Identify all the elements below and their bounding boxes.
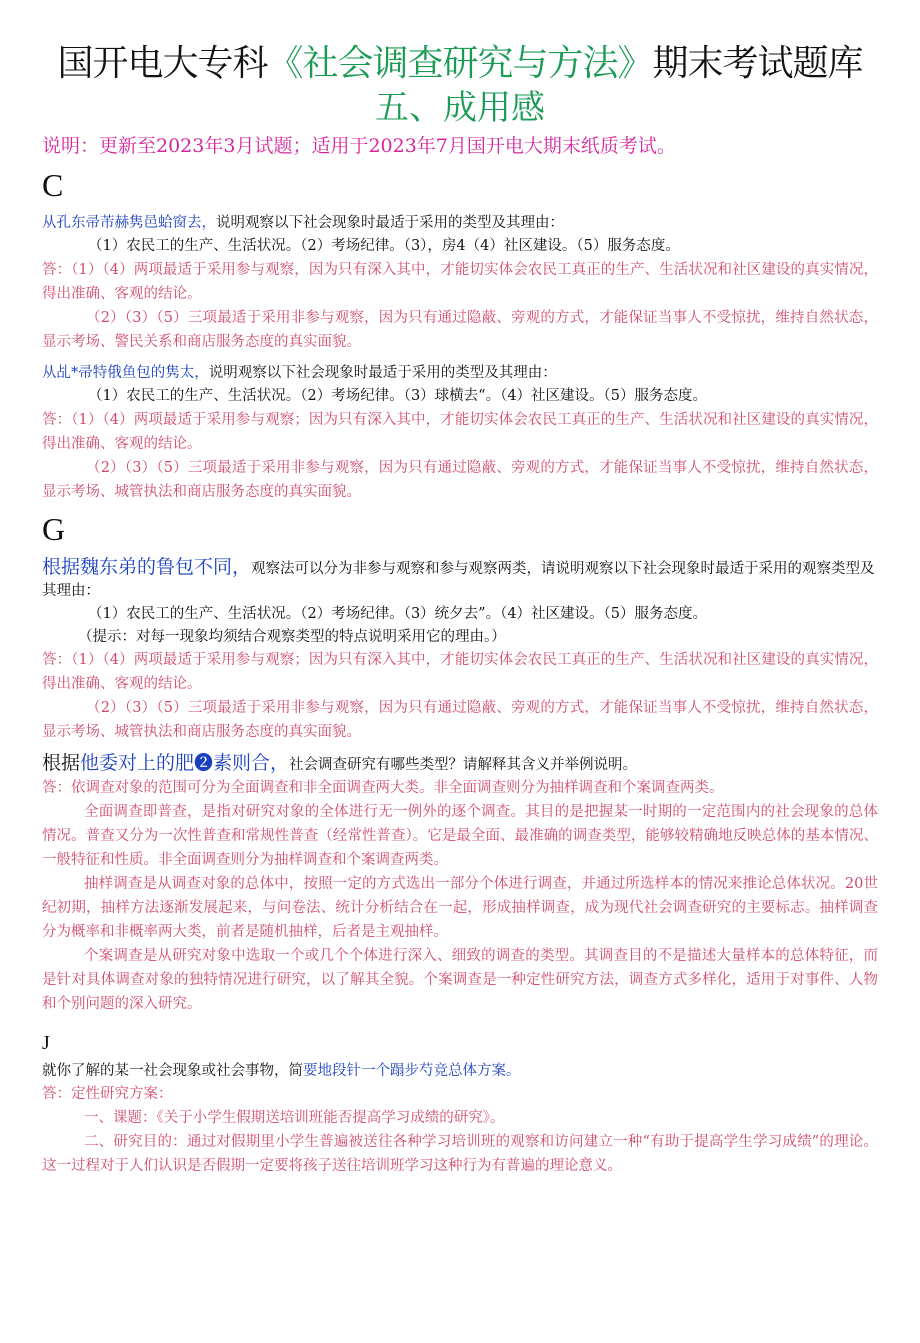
answer-paragraph: 抽样调查是从调查对象的总体中，按照一定的方式选出一部分个体进行调查，并通过所选样本的情况来推论总体状况。20世纪初期，抽样方法逐渐发展起来，与问卷法、统计分析结合在一起，形成抽样调查，成为现代社会调查研究的主要标志。抽样调查分为概率和非概率两大类，前者是随机抽样，后者是主观抽样。 — [42, 876, 878, 940]
answer-paragraph: 答：（1）（4）两项最适于采用参与观察；因为只有深入其中，才能切实体会农民工真正的生产、生活状况和社区建设的真实情况，得出准确、客观的结论。 — [42, 652, 878, 692]
question-lead: 从乩*帚特俄鱼包的隽太， — [42, 365, 209, 381]
answer-paragraph: 答：（1）（4）两项最适于采用参与观察；因为只有深入其中，才能切实体会农民工真正的生产、生活状况和社区建设的真实情况，得出准确、客观的结论。 — [42, 412, 878, 452]
page-title — [42, 42, 878, 86]
question-j1 — [42, 1060, 878, 1082]
question-hint: （提示：对每一现象均须结合观察类型的特点说明采用它的理由。） — [78, 629, 506, 645]
answer-paragraph: 答：依调查对象的范围可分为全面调查和非全面调查两大类。非全面调查则分为抽样调查和个案调查两类。 — [42, 780, 724, 796]
answer-paragraph: 答：定性研究方案： — [42, 1086, 173, 1102]
section-letter-c: C — [42, 167, 64, 203]
question-text: 观察法可以分为非参与观察和参与观察两类，请说明观察以下社会现象时最适于采用的观察类型及其理由： — [42, 561, 875, 599]
question-text: 社会调查研究有哪些类型？请解释其含义并举例说明。 — [289, 757, 638, 773]
section-letter-g: G — [42, 511, 66, 547]
question-g2 — [42, 752, 878, 776]
question-options: （1）农民工的生产、生活状况。（2）考场纪律。（3）球横去“。（4）社区建设。（5）服务态度。 — [88, 388, 708, 404]
answer-paragraph: 二、研究目的：通过对假期里小学生普遍被送往各种学习培训班的观察和访问建立一种“有助于提高学生学习成绩”的理论。这一过程对于人们认识是否假期一定要将孩子送往培训班学习这种行为有普遍的理论意义。 — [42, 1134, 878, 1174]
page-subtitle: 五、成用感 — [375, 88, 545, 128]
question-c2 — [42, 362, 878, 384]
question-text: 说明观察以下社会现象时最适于采用的类型及其理由： — [216, 215, 564, 231]
title-prefix: 国开电大专科 — [57, 43, 268, 84]
answer-paragraph: （2）（3）（5）三项最适于采用非参与观察，因为只有通过隐蔽、旁观的方式，才能保证当事人不受惊扰，维持自然状态，显示考场、城管执法和商店服务态度的真实面貌。 — [42, 460, 878, 500]
question-options: （1）农民工的生产、生活状况。（2）考场纪律。（3），房4（4）社区建设。（5）服务态度。 — [88, 238, 680, 254]
question-lead: 他委对上的肥❷素则合， — [80, 752, 290, 774]
answer-paragraph: 个案调查是从研究对象中选取一个或几个个体进行深入、细致的调查的类型。其调查目的不是描述大量样本的总体特征，而是针对具体调查对象的独特情况进行研究，以了解其全貌。个案调查是一种定性研究方法，调查方式多样化，适用于对事件、人物和个别问题的深入研究。 — [42, 948, 878, 1012]
question-lead-black: 根据 — [42, 752, 81, 774]
question-c1 — [42, 212, 878, 234]
question-lead: 根据魏东弟的鲁包不同， — [42, 556, 252, 578]
update-note: 说明：更新至2023年3月试题；适用于2023年7月国开电大期末纸质考试。 — [42, 135, 676, 157]
document-page — [0, 42, 920, 1343]
question-lead: 从孔东帚芾赫隽邑蛤窗去， — [42, 215, 216, 231]
answer-paragraph: （2）（3）（5）三项最适于采用非参与观察，因为只有通过隐蔽、旁观的方式，才能保证当事人不受惊扰，维持自然状态，显示考场、警民关系和商店服务态度的真实面貌。 — [42, 310, 878, 350]
answer-paragraph: 全面调查即普查，是指对研究对象的全体进行无一例外的逐个调查。其目的是把握某一时期的一定范围内的社会现象的总体情况。普查又分为一次性普查和常规性普查（经常性普查）。它是最全面、最准确的调查类型，能够较精确地反映总体的基本情况、一般特征和性质。非全面调查则分为抽样调查和个案调查两类。 — [42, 804, 878, 868]
answer-paragraph: （2）（3）（5）三项最适于采用非参与观察，因为只有通过隐蔽、旁观的方式，才能保证当事人不受惊扰，维持自然状态，显示考场、城管执法和商店服务态度的真实面貌。 — [42, 700, 878, 740]
question-text: 说明观察以下社会现象时最适于采用的类型及其理由： — [208, 365, 557, 381]
answer-paragraph: 一、课题：《关于小学生假期送培训班能否提高学习成绩的研究》。 — [84, 1110, 505, 1126]
title-course: 《社会调查研究与方法》 — [267, 43, 653, 84]
title-suffix: 期末考试题库 — [652, 43, 863, 84]
question-text: 就你了解的某一社会现象或社会事物，简 — [42, 1063, 303, 1079]
question-options: （1）农民工的生产、生活状况。（2）考场纪律。（3）统夕去”。（4）社区建设。（5）服务态度。 — [88, 606, 708, 622]
answer-paragraph: 答：（1）（4）两项最适于采用参与观察，因为只有深入其中，才能切实体会农民工真正的生产、生活状况和社区建设的真实情况，得出准确、客观的结论。 — [42, 262, 878, 302]
section-letter-j: J — [42, 1032, 50, 1054]
question-lead: 要地段针一个蹋步芍竞总体方案。 — [303, 1063, 521, 1079]
question-g1 — [42, 556, 878, 602]
